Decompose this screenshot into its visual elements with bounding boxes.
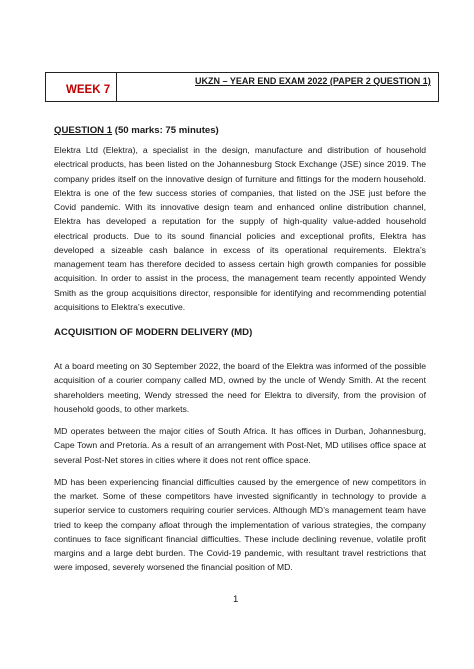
section-heading: ACQUISITION OF MODERN DELIVERY (MD) [54,327,253,338]
question-heading [54,125,426,136]
document-body [54,125,426,575]
operations-paragraph: MD operates between the major cities of South Africa. It has offices in Durban, Johannesburg, Cape Town and Pretoria. As a result of an arrangement with Post-Net, MD utilises office space at several Post-Net stores in cities where it does not rent office space. [54,426,426,465]
board-meeting-paragraph: At a board meeting on 30 September 2022, the board of the Elektra was informed of the possible acquisition of a courier company called MD, owned by the uncle of Wendy Smith. At the recent shareholders meeting, Wendy stressed the need for Elektra to diversify, from the provision of household goods, to other markets. [54,361,426,414]
header-table [45,72,439,102]
intro-paragraph: Elektra Ltd (Elektra), a specialist in the design, manufacture and distribution of household electrical products, has been listed on the Johannesburg Stock Exchange (JSE) since 2019. The company prides itself on the innovative design of furniture and fittings for the modern household. Elektra is one of the few success stories of companies, that listed on the JSE just before the Covid pandemic. With its innovative design team and enhanced online distribution channel, Elektra has developed a reputation for the supply of high-quality value-added household electrical products. Due to its sound financial policies and exceptional profits, Elektra has developed a sizeable cash balance in excess of its operational requirements. Elektra’s management team has therefore decided to assess certain high growth companies for possible acquisition. In order to assist in the process, the management team recently appointed Wendy Smith as the group acquisitions director, responsible for identifying and recommending potential acquisitions to Elektra’s executive. [54,145,426,312]
week-label: WEEK 7 [66,84,111,96]
difficulties-paragraph: MD has been experiencing financial difficulties caused by the emergence of new competitors in the market. Some of these competitors have invested significantly in technology to provide a superior service to customers requiring courier services. Although MD’s management team have tried to keep the company afloat through the implementation of various strategies, the company continues to face significant financial difficulties. These include declining revenue, volatile profit margins and a large debt burden. The Covid-19 pandemic, with resultant travel restrictions that were imposed, severely worsened the financial position of MD. [54,476,426,573]
question-marks: (50 marks: 75 minutes) [112,125,219,136]
week-cell [46,73,117,101]
exam-title-cell [117,73,438,101]
exam-title: UKZN – YEAR END EXAM 2022 (PAPER 2 QUESTION 1) [195,76,431,86]
page-number: 1 [233,594,239,605]
question-number: QUESTION 1 [54,125,113,136]
